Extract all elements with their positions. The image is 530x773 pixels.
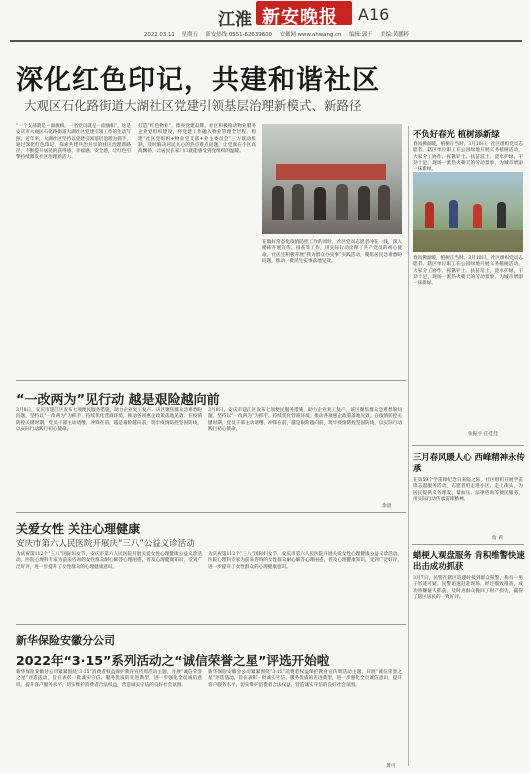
lead-subhead: 大观区石化路街道大湖社区党建引领基层治理新模式、新路径 (24, 98, 362, 113)
side2-byline: 詹 莉 (492, 536, 504, 541)
masthead-weekday: 星期五 (181, 32, 198, 38)
story2-body-right: 3月8日，安庆市迎江区发布七项便民服务措施，助力企业复工复产。该区聚焦群众急难愁盼问题，坚持以“一改两为”为抓手，持续优化营商环境，推动各项惠企政策落地见效。在疫情防控关键时期，党员干部主动请缨、冲锋在前，越是艰险越向前，筑牢疫情防控坚固防线，以实际行动践行初心使命。 (208, 408, 402, 432)
masthead-editor: 编辑:郭干 (349, 32, 373, 38)
right-top-byline: 张振宇 任佳佳 (468, 432, 499, 437)
right-top-intro: 春风拂面暖，植树正当时。3月10日，社区组织党员志愿者、辖区单位职工在公园绿地开展义务植树活动，大家分工协作、挥锹铲土、扶苗培土、浇水护绿，干劲十足，现场一派热火朝天的劳动景象，为城市增添一抹新绿。 (413, 142, 523, 173)
masthead-page-number: A16 (358, 5, 390, 24)
masthead-logo (256, 1, 352, 28)
masthead-date: 2022.03.11 (144, 32, 175, 38)
story2-body-left: 3月8日，安庆市迎江区发布七项便民服务措施，助力企业复工复产。该区聚焦群众急难愁盼问题，坚持以“一改两为”为抓手，持续优化营商环境，推动各项惠企政策落地见效。在疫情防控关键时期，党员干部主动请缨、冲锋在前，越是艰险越向前，筑牢疫情防控坚固防线，以实际行动践行初心使命。 (16, 408, 202, 432)
right-rule-2 (412, 544, 524, 545)
lead-photo (262, 124, 402, 234)
right-top-title: 不负好春光 植树添新绿 (413, 129, 500, 139)
story3-title: 关爱女性 关注心理健康 (16, 522, 141, 536)
lead-headline: 深化红色印记，共建和谐社区 (16, 65, 380, 96)
lead-body-col1: “一个支部就是一面旗帜，一名党员就是一面旗帜”，这是安庆市大观区石化路街道大湖社区党建引领工作的生动写照。近年来，大湖社区坚持以党建引领基层治理为抓手，通过深化红色印记，探索共建共治共享的社区治理新路径，不断提升居民的获得感、幸福感、安全感，让红色引擎持续激发社区治理新活力。 (16, 124, 131, 161)
side2-body: 在第59个学雷锋纪念日来临之际，社区组织开展学雷锋志愿服务活动，志愿者们走进小区、走上街头，为居民提供义务理发、量血压、法律咨询等便民服务，用实际行动传承雷锋精神。 (413, 478, 523, 502)
story2-bottom-rule (16, 512, 406, 513)
masthead-rule (10, 40, 522, 42)
side3-body: 3月7日，民警在辖区巡逻时接到群众报警，称有一男子形迹可疑。民警迅速赶赴现场，经过细致排查，成功将嫌疑人抓获，及时为群众挽回了财产损失，赢得了辖区居民的一致好评。 (413, 576, 523, 600)
side2-title-text: 三月春风暖人心 西峰精神永传承 (413, 452, 525, 473)
side3-title (413, 550, 525, 572)
lead-body-col2: 打造“红色物业”，擦亮党建品牌。社区积极推动物业服务企业党组织建设，将党建工作融入物业管理全过程，构建“社区党组织+物业党支部+业主委员会”三方联动机制，及时解决居民关心的热点难点问题，让党旗在小区高高飘扬，让居民在家门口就能感受到党组织的温暖。 (138, 124, 256, 155)
side3-title-text: 蜡梗人观盘服务 肯积维警快速出击成功抓获 (413, 550, 525, 571)
story3-subtitle: 安庆市第六人民医院开展庆“三八”公益义诊活动 (16, 539, 195, 549)
right-top-photo (413, 172, 523, 252)
masthead-designer: 美编:黄鹏粹 (380, 32, 410, 38)
right-column-divider (408, 126, 409, 766)
story3-bottom-rule (16, 624, 406, 625)
story3-body-right: 为庆祝第112个“三八”国际妇女节，安庆市第六人民医院开展关爱女性心理健康公益义诊活动。医院心理科专家为前来咨询的女性群众耐心解答心理困惑，普及心理健康知识，受到广泛好评，进一步提升了女性群众的心理健康意识。 (208, 552, 402, 570)
story4-body-left: 新华保险安徽分公司紧紧围绕“3·15”消费者权益保护教育宣传周活动主题，开展“诚信荣誉之星”评选活动，旨在表彰一批诚实守信、服务优质的先进典型，进一步强化全员诚信意识，提升客户服务水平，切实维护消费者合法权益，营造诚实守信的良好社会氛围。 (16, 670, 202, 688)
lead-body-col3: 在做好常态化疫情防控工作的同时，社区党员志愿者冲在一线，深入楼栋开展宣传、排查等工作，用实际行动诠释了共产党员的初心使命。社区还积极开展“我为群众办实事”实践活动，聚焦居民急难愁盼问题，推动一批民生实事落地见效。 (262, 240, 402, 264)
masthead-hotline: 新安热线:0551-62639600 (205, 32, 272, 38)
masthead-web: 安徽网 www.ahwang.cn (279, 32, 342, 38)
story2-byline: 余晨 (382, 504, 392, 509)
masthead (0, 0, 530, 40)
lead-bottom-rule (16, 380, 406, 381)
side2-title (413, 452, 525, 474)
right-rule-1 (412, 445, 524, 446)
story3-body-left: 为庆祝第112个“三八”国际妇女节，安庆市第六人民医院开展关爱女性心理健康公益义诊活动。医院心理科专家为前来咨询的女性群众耐心解答心理困惑，普及心理健康知识，受到广泛好评，进一步提升了女性群众的心理健康意识。 (16, 552, 202, 570)
story2-title: “一改两为”见行动 越是艰险越向前 (16, 393, 220, 408)
story4-title: 新华保险安徽分公司 (16, 634, 115, 647)
masthead-logo-text: 新安晚报 (262, 7, 338, 28)
masthead-region: 江淮 (218, 10, 252, 30)
masthead-info-row (144, 30, 409, 38)
story4-headline: 2022年“3·15”系列活动之“诚信荣誉之星”评选开始啦 (16, 653, 330, 668)
story4-body-right: 新华保险安徽分公司紧紧围绕“3·15”消费者权益保护教育宣传周活动主题，开展“诚信荣誉之星”评选活动，旨在表彰一批诚实守信、服务优质的先进典型，进一步强化全员诚信意识，提升客户服务水平，切实维护消费者合法权益，营造诚实守信的良好社会氛围。 (208, 670, 402, 688)
right-top-body: 春风拂面暖，植树正当时。3月10日，社区组织党员志愿者、辖区单位职工在公园绿地开展义务植树活动，大家分工协作、挥锹铲土、扶苗培土、浇水护绿，干劲十足，现场一派热火朝天的劳动景象，为城市增添一抹新绿。 (413, 256, 523, 287)
story4-byline: 黄可 (386, 764, 396, 769)
